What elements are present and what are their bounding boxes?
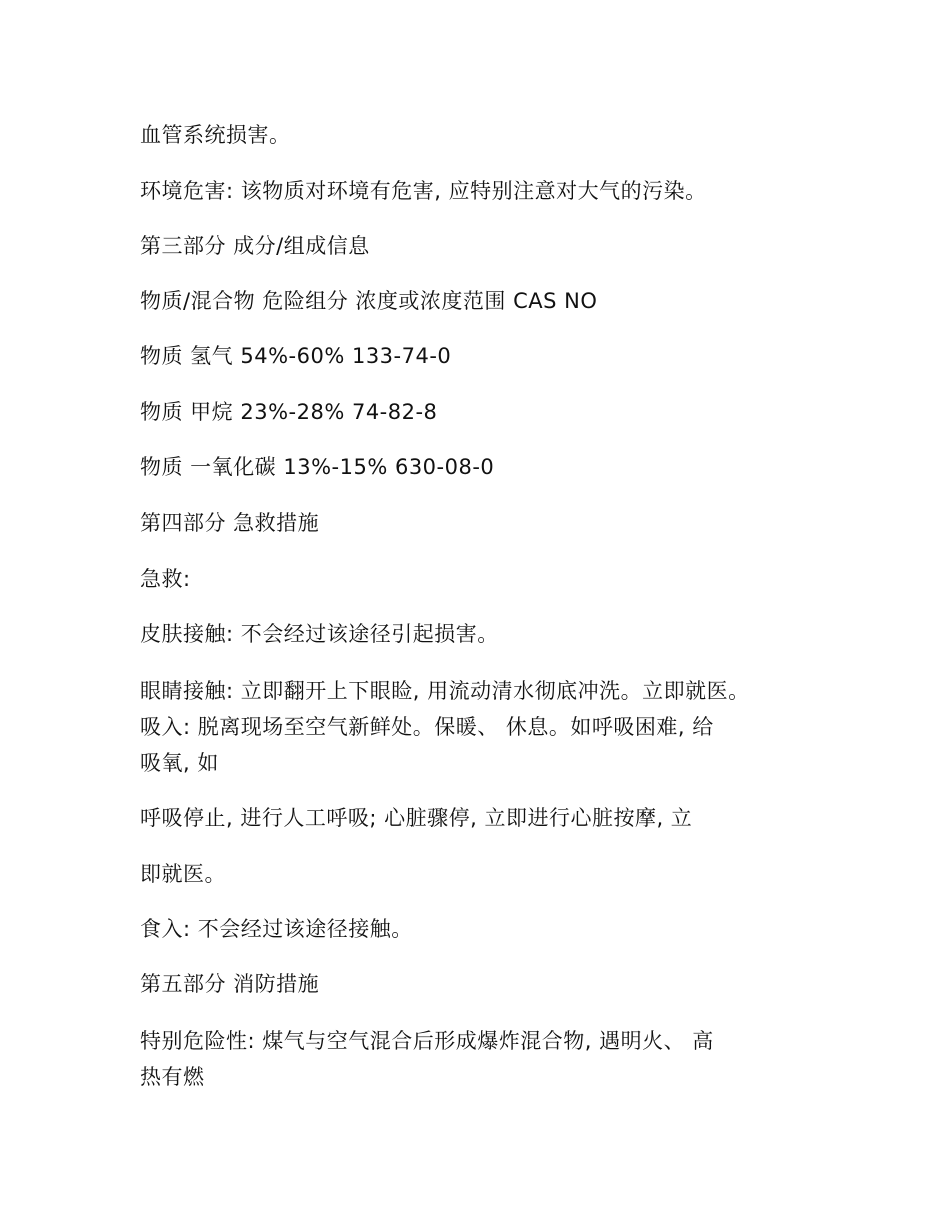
fire-special-hazard: 特别危险性: 煤气与空气混合后形成爆炸混合物, 遇明火、 高	[140, 1029, 714, 1053]
text-line-environmental-hazard: 环境危害: 该物质对环境有危害, 应特别注意对大气的污染。	[140, 179, 707, 203]
first-aid-skin-contact: 皮肤接触: 不会经过该途径引起损害。	[140, 622, 499, 646]
text-line-vascular-damage: 血管系统损害。	[140, 123, 291, 147]
section-heading-composition: 第三部分 成分/组成信息	[140, 234, 370, 258]
composition-row-methane: 物质 甲烷 23%-28% 74-82-8	[140, 400, 438, 424]
fire-special-hazard-cont: 热有燃	[140, 1065, 205, 1089]
first-aid-inhalation: 吸入: 脱离现场至空气新鲜处。保暖、 休息。如呼吸困难, 给	[140, 715, 714, 739]
first-aid-breathing-stop: 呼吸停止, 进行人工呼吸; 心脏骤停, 立即进行心脏按摩, 立	[140, 806, 693, 830]
first-aid-ingestion: 食入: 不会经过该途径接触。	[140, 917, 413, 941]
first-aid-label: 急救:	[140, 567, 191, 591]
composition-table-header: 物质/混合物 危险组分 浓度或浓度范围 CAS NO	[140, 289, 598, 313]
composition-row-hydrogen: 物质 氢气 54%-60% 133-74-0	[140, 344, 452, 368]
first-aid-seek-medical: 即就医。	[140, 862, 226, 886]
section-heading-fire-fighting: 第五部分 消防措施	[140, 972, 320, 996]
composition-row-carbon-monoxide: 物质 一氧化碳 13%-15% 630-08-0	[140, 455, 495, 479]
first-aid-eye-contact: 眼睛接触: 立即翻开上下眼睑, 用流动清水彻底冲洗。立即就医。	[140, 679, 750, 703]
first-aid-inhalation-cont: 吸氧, 如	[140, 751, 219, 775]
section-heading-first-aid: 第四部分 急救措施	[140, 511, 320, 535]
